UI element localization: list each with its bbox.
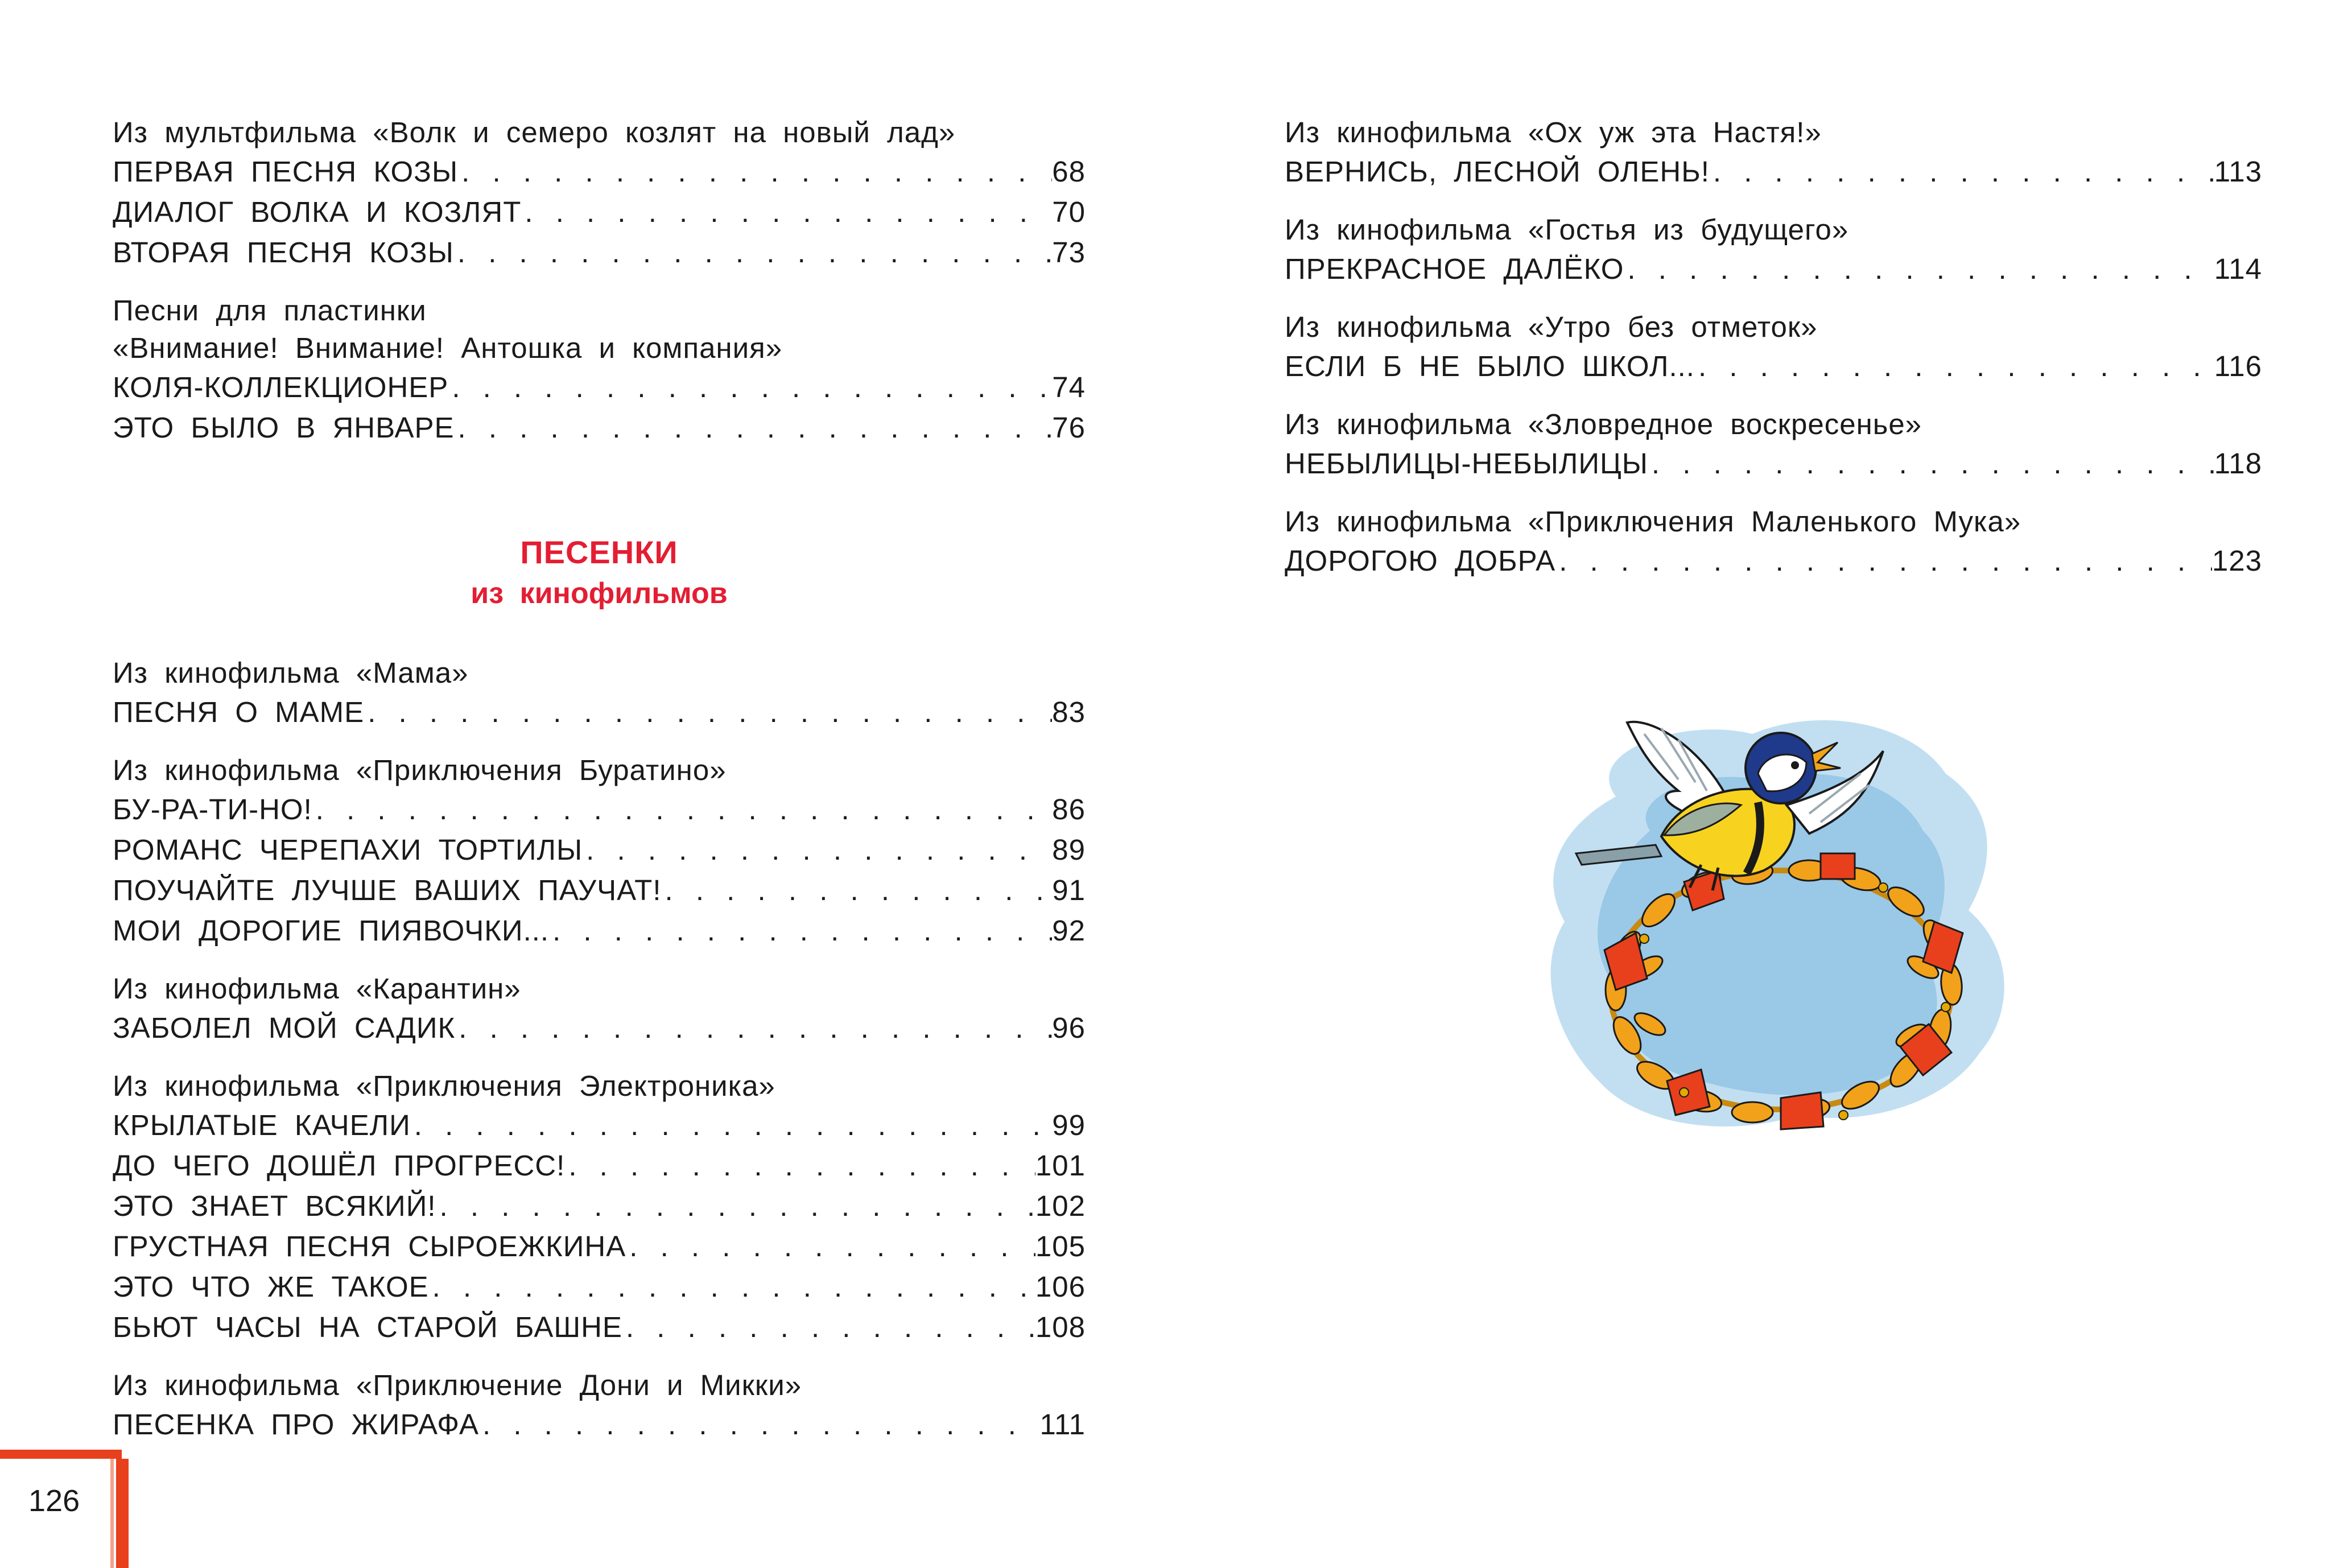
- toc-entry: [113, 232, 1086, 273]
- toc-leader-dots: [1710, 151, 2214, 192]
- toc-entry-page: 70: [1052, 196, 1086, 228]
- page-box-inner-line: [110, 1459, 114, 1568]
- toc-group: [113, 970, 1086, 1048]
- toc-entry-title: ЕСЛИ Б НЕ БЫЛО ШКОЛ...: [1285, 350, 1695, 382]
- toc-entry-title: ПОУЧАЙТЕ ЛУЧШЕ ВАШИХ ПАУЧАТ!: [113, 874, 662, 906]
- toc-entry-title: МОИ ДОРОГИЕ ПИЯВОЧКИ...: [113, 914, 550, 947]
- section-heading: [113, 532, 1086, 614]
- toc-leader-dots: [454, 232, 1052, 273]
- toc-group: [113, 1067, 1086, 1347]
- toc-entry-page: 108: [1035, 1311, 1086, 1343]
- toc-entry-title: ДО ЧЕГО ДОШЁЛ ПРОГРЕСС!: [113, 1149, 566, 1182]
- toc-entry: [113, 1105, 1086, 1145]
- toc-group: [1285, 406, 2262, 484]
- toc-entry: [1285, 540, 2262, 581]
- toc-entry-page: 74: [1052, 371, 1086, 403]
- toc-entry-page: 99: [1052, 1109, 1086, 1141]
- toc-entry-title: КРЫЛАТЫЕ КАЧЕЛИ: [113, 1109, 411, 1141]
- toc-leader-dots: [436, 1186, 1035, 1226]
- toc-entry-title: ПРЕКРАСНОЕ ДАЛЁКО: [1285, 253, 1624, 285]
- toc-left-bottom: [113, 654, 1086, 1464]
- toc-group: [113, 654, 1086, 732]
- toc-leader-dots: [455, 1008, 1052, 1048]
- toc-source: Из кинофильма «Гостья из будущего»: [1285, 213, 1849, 246]
- toc-entry-title: ПЕСНЯ О МАМЕ: [113, 696, 365, 728]
- toc-source: Из кинофильма «Приключение Дони и Микки»: [113, 1369, 802, 1401]
- toc-leader-dots: [1695, 346, 2214, 386]
- toc-leader-dots: [411, 1105, 1053, 1145]
- toc-right: [1285, 114, 2262, 600]
- toc-leader-dots: [364, 692, 1052, 732]
- toc-source: Из кинофильма «Утро без отметок»: [1285, 311, 1818, 343]
- toc-group: [1285, 114, 2262, 192]
- toc-entry: [113, 789, 1086, 830]
- toc-entry-page: 111: [1039, 1408, 1086, 1441]
- toc-entry-title: ЭТО БЫЛО В ЯНВАРЕ: [113, 411, 455, 444]
- toc-source: Из кинофильма «Зловредное воскресенье»: [1285, 408, 1922, 440]
- toc-entry: [113, 830, 1086, 870]
- toc-entry-page: 68: [1052, 155, 1086, 188]
- toc-entry-page: 91: [1052, 874, 1086, 906]
- toc-source: Из кинофильма «Приключения Буратино»: [113, 754, 727, 786]
- toc-entry: [113, 1145, 1086, 1186]
- section-subtitle: из кинофильмов: [471, 577, 728, 610]
- toc-entry-page: 118: [2214, 447, 2262, 480]
- toc-entry-title: РОМАНС ЧЕРЕПАХИ ТОРТИЛЫ: [113, 833, 583, 866]
- toc-entry-page: 102: [1035, 1190, 1086, 1222]
- toc-source: Из кинофильма «Приключения Электроника»: [113, 1070, 775, 1102]
- toc-source: Из кинофильма «Мама»: [113, 657, 469, 689]
- toc-leader-dots: [448, 367, 1052, 407]
- toc-entry-page: 89: [1052, 833, 1086, 866]
- toc-entry: [113, 1307, 1086, 1347]
- toc-entry-page: 101: [1035, 1149, 1086, 1182]
- toc-leader-dots: [312, 789, 1053, 830]
- toc-entry-page: 92: [1052, 914, 1086, 947]
- toc-entry-page: 114: [2214, 253, 2262, 285]
- toc-entry-title: ВТОРАЯ ПЕСНЯ КОЗЫ: [113, 236, 454, 269]
- toc-leader-dots: [1555, 540, 2212, 581]
- toc-source: Из мультфильма «Волк и семеро козлят на новый лад»: [113, 116, 956, 148]
- toc-group: [113, 292, 1086, 448]
- toc-entry: [113, 1226, 1086, 1266]
- toc-entry-title: ПЕСЕНКА ПРО ЖИРАФА: [113, 1408, 479, 1441]
- toc-group: [113, 114, 1086, 273]
- section-title: ПЕСЕНКИ: [520, 534, 678, 570]
- toc-entry-page: 113: [2214, 155, 2262, 188]
- toc-entry-page: 116: [2214, 350, 2262, 382]
- toc-leader-dots: [479, 1404, 1039, 1445]
- toc-leader-dots: [626, 1226, 1035, 1266]
- toc-entry: [1285, 346, 2262, 386]
- toc-leader-dots: [565, 1145, 1035, 1186]
- toc-entry-title: БУ-РА-ТИ-НО!: [113, 793, 312, 826]
- toc-entry-title: ГРУСТНАЯ ПЕСНЯ СЫРОЕЖКИНА: [113, 1230, 626, 1262]
- toc-entry-page: 105: [1035, 1230, 1086, 1262]
- toc-group: [113, 752, 1086, 951]
- toc-source-line2: «Внимание! Внимание! Антошка и компания»: [113, 332, 783, 364]
- toc-entry: [113, 192, 1086, 232]
- toc-entry: [113, 1186, 1086, 1226]
- toc-entry: [113, 1008, 1086, 1048]
- toc-leader-dots: [429, 1266, 1035, 1307]
- toc-entry-title: ДОРОГОЮ ДОБРА: [1285, 544, 1556, 577]
- toc-source: Песни для пластинки: [113, 294, 427, 327]
- toc-leader-dots: [455, 407, 1053, 448]
- toc-entry: [113, 407, 1086, 448]
- toc-leader-dots: [662, 870, 1053, 910]
- toc-entry-page: 76: [1052, 411, 1086, 444]
- toc-entry: [113, 1404, 1086, 1445]
- toc-entry: [113, 1266, 1086, 1307]
- toc-entry-page: 73: [1052, 236, 1086, 269]
- toc-entry: [113, 910, 1086, 951]
- toc-entry-title: ДИАЛОГ ВОЛКА И КОЗЛЯТ: [113, 196, 522, 228]
- toc-entry-title: НЕБЫЛИЦЫ-НЕБЫЛИЦЫ: [1285, 447, 1648, 480]
- toc-leader-dots: [458, 151, 1052, 192]
- titmouse-on-laurel-wreath-icon: [1513, 683, 2025, 1183]
- page-box-side-bar: [116, 1459, 129, 1568]
- toc-left-top: [113, 114, 1086, 467]
- toc-entry-title: ЭТО ЗНАЕТ ВСЯКИЙ!: [113, 1190, 436, 1222]
- toc-leader-dots: [521, 192, 1052, 232]
- toc-group: [113, 1367, 1086, 1445]
- toc-entry: [113, 870, 1086, 910]
- toc-leader-dots: [549, 910, 1052, 951]
- toc-leader-dots: [1648, 443, 2214, 484]
- toc-entry-title: ВЕРНИСЬ, ЛЕСНОЙ ОЛЕНЬ!: [1285, 155, 1710, 188]
- toc-entry-title: ПЕРВАЯ ПЕСНЯ КОЗЫ: [113, 155, 459, 188]
- toc-entry-title: КОЛЯ-КОЛЛЕКЦИОНЕР: [113, 371, 449, 403]
- toc-entry-title: БЬЮТ ЧАСЫ НА СТАРОЙ БАШНЕ: [113, 1311, 622, 1343]
- toc-entry: [1285, 151, 2262, 192]
- toc-source: Из кинофильма «Ох уж эта Настя!»: [1285, 116, 1822, 148]
- page-box-top-bar: [0, 1450, 122, 1459]
- toc-leader-dots: [583, 830, 1052, 870]
- toc-entry: [1285, 443, 2262, 484]
- toc-group: [1285, 503, 2262, 581]
- toc-group: [1285, 211, 2262, 289]
- toc-entry-page: 106: [1035, 1270, 1086, 1303]
- page-number-box: [0, 1450, 129, 1568]
- toc-entry-page: 86: [1052, 793, 1086, 826]
- toc-leader-dots: [1624, 249, 2214, 289]
- toc-leader-dots: [622, 1307, 1035, 1347]
- toc-entry-title: ЗАБОЛЕЛ МОЙ САДИК: [113, 1012, 456, 1044]
- toc-entry: [113, 151, 1086, 192]
- toc-entry: [1285, 249, 2262, 289]
- toc-entry: [113, 692, 1086, 732]
- toc-entry-page: 83: [1052, 696, 1086, 728]
- toc-group: [1285, 308, 2262, 386]
- toc-source: Из кинофильма «Карантин»: [113, 972, 521, 1005]
- toc-entry-page: 96: [1052, 1012, 1086, 1044]
- toc-entry: [113, 367, 1086, 407]
- toc-entry-title: ЭТО ЧТО ЖЕ ТАКОЕ: [113, 1270, 429, 1303]
- page-number: 126: [28, 1484, 80, 1518]
- toc-source: Из кинофильма «Приключения Маленького Мука»: [1285, 505, 2021, 538]
- toc-entry-page: 123: [2211, 544, 2262, 577]
